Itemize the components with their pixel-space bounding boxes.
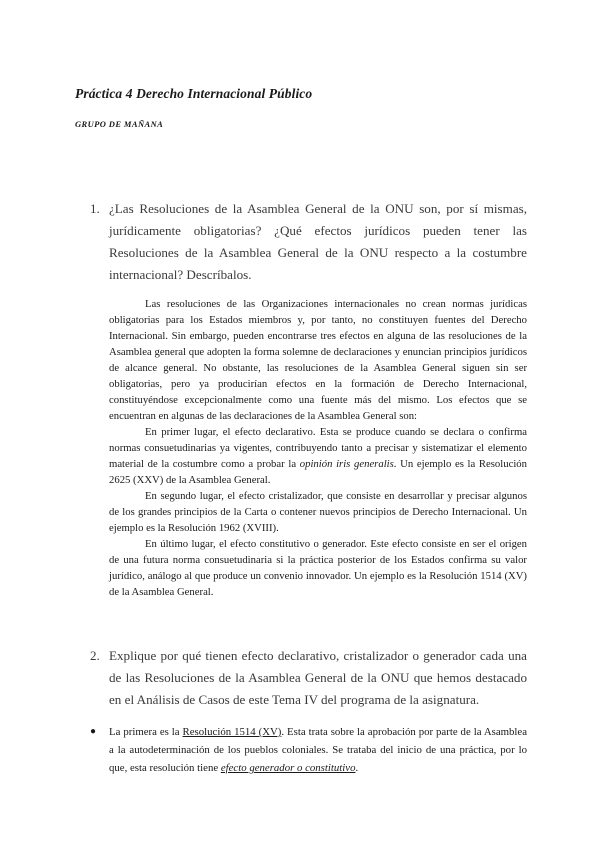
bullet-pre: La primera es la [109,726,180,738]
question-1-number: 1. [90,201,100,216]
answer-1-paragraph-generador: En último lugar, el efecto constitutivo o generador. Este efecto consiste en ser el origen de una futura norma consuetudinaria si la práctica posterior de los Estados confirma su valor jurídico, análogo al que produce un convenio innovador. Un ejemplo es la Resolución 1514 (XV) de la Asamblea General. [109,538,527,598]
bullet-text [109,723,527,777]
answer-2-bullet [90,723,527,777]
answer-1-paragraph-intro: Las resoluciones de las Organizaciones internacionales no crean normas jurídicas obligatorias para los Estados miembros y, por tanto, no constituyen fuentes del Derecho Internacional. Sin embargo, pueden encontrarse tres efectos en alguna de las resoluciones de la Asamblea general que adopten la forma solemne de declaraciones y enuncian principios jurídicos de alcance general. No obstante, las resoluciones de la Asamblea General siguen sin ser obligatorias, pero ya producirían efectos en la formación de Derecho Internacional, constituyéndose excepcionalmente como una fuente más del mismo. Los efectos que se encuentran en algunas de las declaraciones de la Asamblea General son: [109,298,527,422]
document-title: Práctica 4 Derecho Internacional Público [75,86,313,101]
declarativo-example: . Un ejemplo es la Resolución 2625 (XXV) de la Asamblea General. [109,458,527,486]
bullet-mid: . Esta trata sobre la aprobación por parte de la Asamblea a la autodeterminación de los pueblos coloniales. Se trataba del inicio de una práctica, por lo que, esta resolución tiene [109,726,528,774]
question-2 [90,645,527,711]
question-1 [90,198,527,286]
question-2-number: 2. [90,648,100,663]
answer-1-paragraph-declarativo [109,424,527,488]
answer-1-paragraph-cristalizador: En segundo lugar, el efecto cristalizador, que consiste en desarrollar y precisar algunos de los grandes principios de la Carta o contener nuevos principios de Derecho Internacional. Un ejemplo es la Resolución 1962 (XVIII). [109,490,527,534]
bullet-end: . [355,762,359,774]
bullet-icon: ● [90,726,97,737]
group-label: GRUPO DE MAÑANA [75,119,164,129]
resolucion-1514-link[interactable]: Resolución 1514 (XV) [182,726,282,738]
question-1-text: ¿Las Resoluciones de la Asamblea General de la ONU son, por sí mismas, jurídicamente obligatorias? ¿Qué efectos jurídicos pueden tener las Resoluciones de la Asamblea General de la ONU respecto a la costumbre internacional? Descríbalos. [109,201,527,282]
opinion-iris-generalis: opinión iris generalis [299,458,394,470]
efecto-generador-emphasis: efecto generador o constitutivo [220,762,356,774]
question-2-text: Explique por qué tienen efecto declarativo, cristalizador o generador cada una de las Resoluciones de la Asamblea General de la ONU que hemos destacado en el Análisis de Casos de este Tema IV del programa de la asignatura. [109,648,527,707]
declarativo-text: En primer lugar, el efecto declarativo. Esta se produce cuando se declara o confirma normas consuetudinarias ya vigentes, contribuyendo tanto a precisar y sistematizar el elemento material de la costumbre como a probar la [109,426,527,470]
answer-1 [109,296,527,600]
